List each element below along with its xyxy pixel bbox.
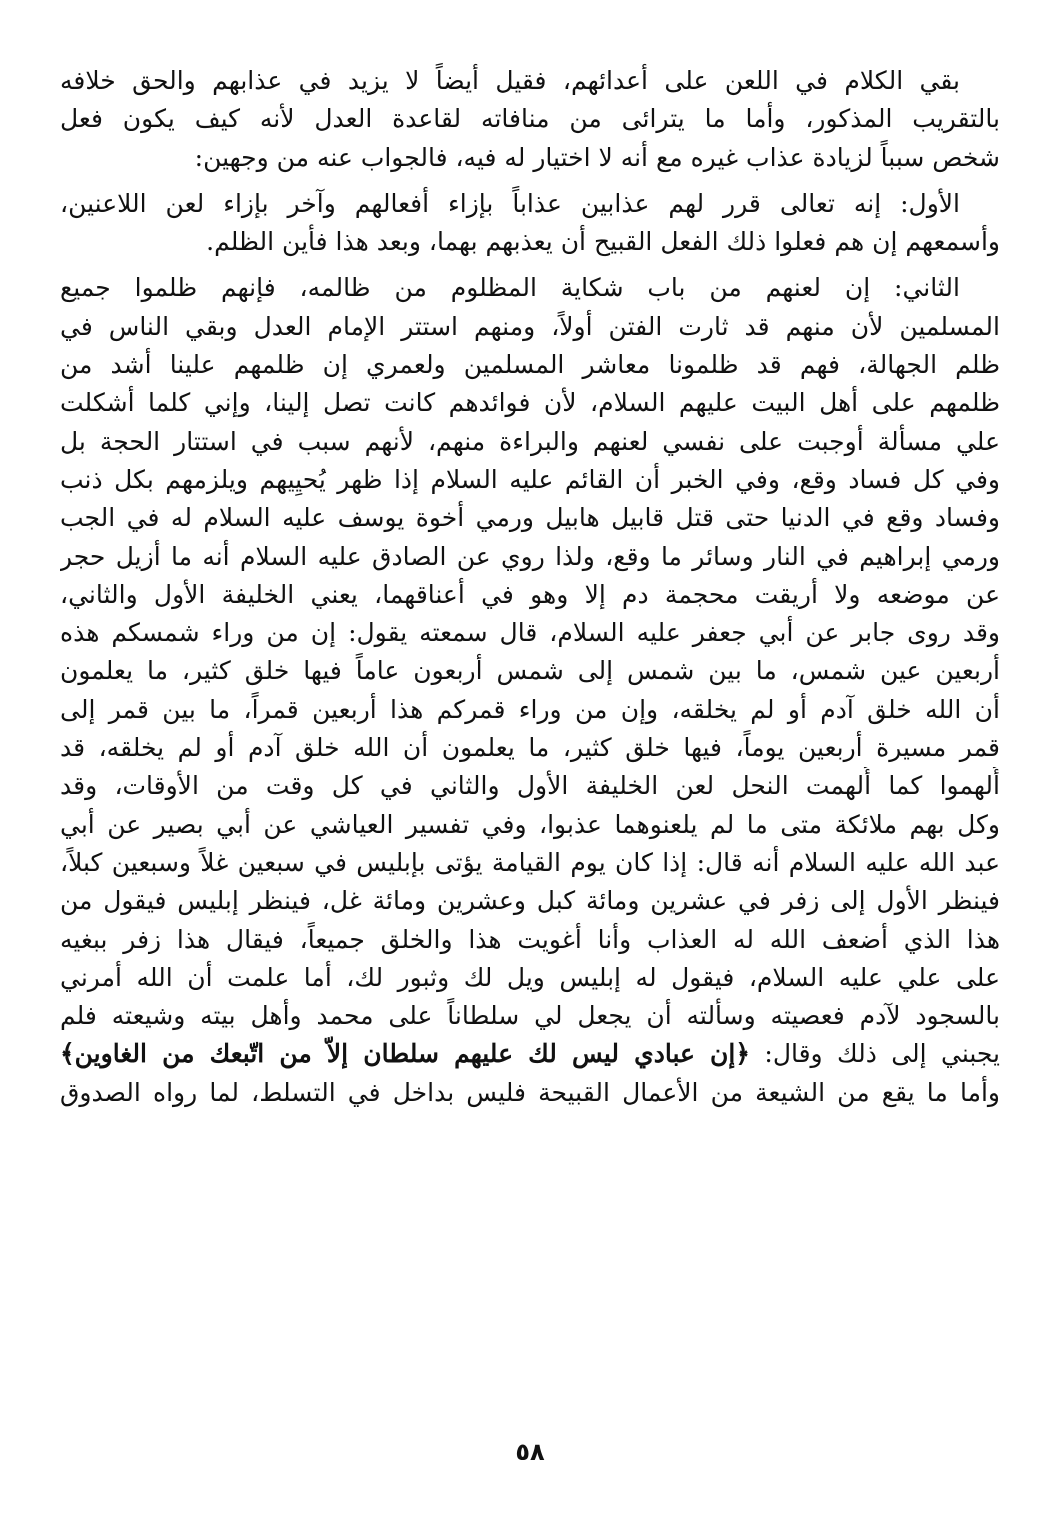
text-line: أن الله خلق آدم أو لم يخلقه، وإن من وراء قمركم هذا أربعين قمراً، ما بين قمر إلى — [60, 694, 1000, 724]
paragraph-first-answer — [60, 185, 1000, 262]
text-line: بقي الكلام في اللعن على أعدائهم، فقيل أيضاً لا يزيد في عذابهم والحق خلافه — [60, 66, 960, 95]
text-line: وفساد وقع في الدنيا حتى قتل قابيل هابيل ورمي أخوة يوسف عليه السلام له في الجب — [60, 503, 1000, 533]
text-line: هذا الذي أضعف الله له العذاب وأنا أغويت هذا والخلق جميعاً، فيقال هذا زفر ببغيه — [60, 924, 1000, 954]
main-text — [60, 62, 1000, 1112]
text-line: وفي كل فساد وقع، وفي الخبر أن القائم عليه السلام إذا ظهر يُحيِيهم ويلزمهم بكل ذنب — [60, 464, 1000, 494]
text-line: وأسمعهم إن هم فعلوا ذلك الفعل القبيح أن يعذبهم بهما، وبعد هذا فأين الظلم. — [206, 227, 1000, 257]
text-line: علي مسألة أوجبت على نفسي لعنهم والبراءة منهم، لأنهم سبب في استتار الحجة بل — [60, 426, 1000, 456]
text-line: وأما ما يقع من الشيعة من الأعمال القبيحة فليس بداخل في التسلط، لما رواه الصدوق — [60, 1077, 1000, 1107]
text-line-with-quote — [60, 1035, 1000, 1073]
text-line: ظلمهم على أهل البيت عليهم السلام، لأن فوائدهم كانت تصل إلينا، وإني كلما أشكلت — [60, 388, 1000, 418]
text-line: أربعين عين شمس، ما بين شمس إلى شمس أربعون عاماً فيها خلق كثير، ما يعلمون — [60, 656, 1000, 686]
text-line: بالسجود لآدم فعصيته وسألته أن يجعل لي سلطاناً على محمد وأهل بيته وشيعته فلم — [60, 1001, 1000, 1031]
text-line: فينظر الأول إلى زفر في عشرين ومائة كبل وعشرين ومائة غل، فينظر إبليس فيقول من — [60, 886, 1000, 916]
text-line: الثاني: إن لعنهم من باب شكاية المظلوم من ظالمه، فإنهم ظلموا جميع — [60, 273, 960, 303]
text-line: الأول: إنه تعالى قرر لهم عذابين عذاباً بإزاء أفعالهم وآخر بإزاء لعن اللاعنين، — [60, 188, 960, 218]
text-line: ظلم الجهالة، فهم قد ظلمونا معاشر المسلمين ولعمري إن ظلمهم علينا أشد من — [60, 350, 1000, 380]
text-line: المسلمين لأن منهم قد ثارت الفتن أولاً، ومنهم استتر الإمام العدل وبقي الناس في — [60, 311, 1000, 341]
text-line: بالتقريب المذكور، وأما ما يترائى من منافاته لقاعدة العدل لأنه كيف يكون فعل — [60, 104, 1000, 134]
quran-quote: ﴿إن عبادي ليس لك عليهم سلطان إلاّ من اتّبعك من الغاوين﴾ — [60, 1039, 751, 1069]
text-line: ورمي إبراهيم في النار وسائر ما وقع، ولذا روي عن الصادق عليه السلام أنه ما أزيل حجر — [60, 541, 1000, 571]
text-line: عبد الله عليه السلام أنه قال: إذا كان يوم القيامة يؤتى بإبليس في سبعين غلاً وسبعين كبلاً، — [60, 847, 1000, 877]
paragraph-second-answer — [60, 269, 1000, 1112]
text-line: عن موضعه ولا أريقت محجمة دم إلا وهو في أعناقهما، يعني الخليفة الأول والثاني، — [60, 579, 1000, 609]
page-number: ٥٨ — [515, 1438, 545, 1466]
text-line: شخص سبباً لزيادة عذاب غيره مع أنه لا اختيار له فيه، فالجواب عنه من وجهين: — [194, 142, 1000, 172]
text-segment: يجبني إلى ذلك وقال: — [764, 1039, 1000, 1069]
text-line: قمر مسيرة أربعين يوماً، فيها خلق كثير، ما يعلمون أن الله خلق آدم أو لم يخلقه، قد — [60, 733, 1000, 763]
text-line: على علي عليه السلام، فيقول له إبليس ويل لك وثبور لك، أما علمت أن الله أمرني — [60, 962, 1000, 992]
text-line: أُلهموا كما أُلهمت النحل لعن الخليفة الأول والثاني في كل وقت من الأوقات، وقد — [60, 771, 1000, 801]
paragraph-intro — [60, 62, 1000, 177]
text-line: وكل بهم ملائكة متى ما لم يلعنوهما عذبوا، وفي تفسير العياشي عن أبي بصير عن أبي — [60, 809, 1000, 839]
text-line: وقد روى جابر عن أبي جعفر عليه السلام، قال سمعته يقول: إن من وراء شمسكم هذه — [60, 618, 1000, 648]
